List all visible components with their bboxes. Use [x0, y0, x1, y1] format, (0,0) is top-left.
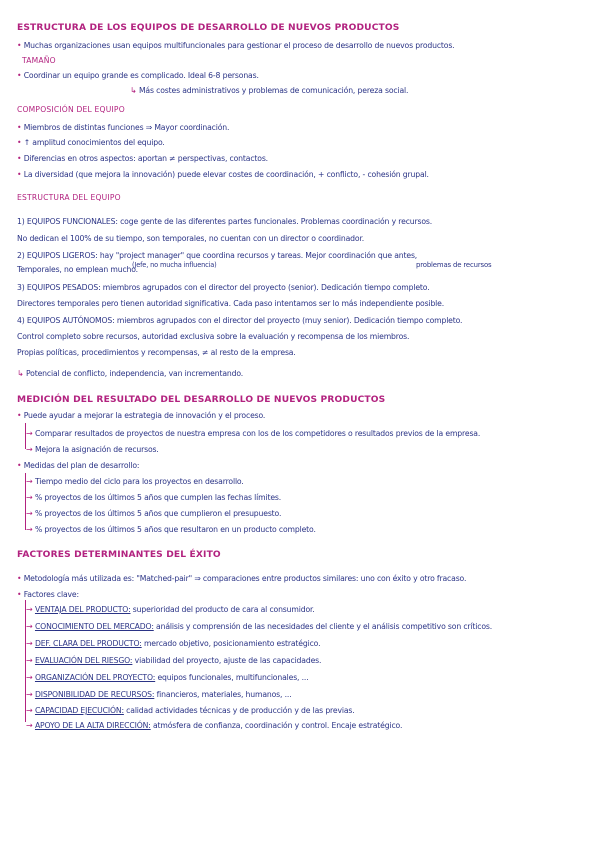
factor-row: → ORGANIZACIÓN DEL PROYECTO: equipos funcionales, multifuncionales, ... [26, 673, 309, 682]
ligeros-note: (Jefe, no mucha influencia) [132, 261, 217, 269]
factores-heading: FACTORES DETERMINANTES DEL ÉXITO [17, 550, 221, 560]
estructura-line: No dedican el 100% de su tiempo, son temporales, no cuentan con un director o coordinador. [17, 234, 365, 243]
medicion-subitem: → % proyectos de los últimos 5 años que resultaron en un producto completo. [26, 525, 316, 534]
factor-row: → EVALUACIÓN DEL RIESGO: viabilidad del proyecto, ajuste de las capacidades. [26, 656, 322, 665]
estructura-line: 4) EQUIPOS AUTÓNOMOS: miembros agrupados con el director del proyecto (muy senior). Dedicación tiempo completo. [17, 316, 463, 325]
medicion-subitem: → % proyectos de los últimos 5 años que cumplen las fechas límites. [26, 493, 282, 502]
factor-row: → CONOCIMIENTO DEL MERCADO: análisis y comprensión de las necesidades del cliente y el análisis competitivo son críticos. [26, 622, 493, 631]
estructura-line: 2) EQUIPOS LIGEROS: hay "project manager" que coordina recursos y tareas. Mejor coordinación que antes, [17, 251, 418, 260]
factor-row: → CAPACIDAD EJECUCIÓN: calidad actividades técnicas y de producción y de las previas. [26, 706, 355, 715]
composicion-item: • Diferencias en otros aspectos: aportan ≠ perspectivas, contactos. [17, 154, 268, 163]
medicion-subitem: → Comparar resultados de proyectos de nuestra empresa con los de los competidores o resultados previos de la empresa. [26, 429, 481, 438]
estructura-line: 1) EQUIPOS FUNCIONALES: coge gente de las diferentes partes funcionales. Problemas coordinación y recursos. [17, 217, 433, 226]
estructura-line: Directores temporales pero tienen autoridad significativa. Cada paso intentamos ser lo más independiente posible. [17, 299, 445, 308]
medicion-subitem: → Mejora la asignación de recursos. [26, 445, 159, 454]
factor-row: → DEF. CLARA DEL PRODUCTO: mercado objetivo, posicionamiento estratégico. [26, 639, 321, 648]
estructura-line: Propias políticas, procedimientos y recompensas, ≠ al resto de la empresa. [17, 348, 296, 357]
estructura-line: Control completo sobre recursos, autoridad exclusiva sobre la evaluación y recompensa de los miembros. [17, 332, 410, 341]
page-title: ESTRUCTURA DE LOS EQUIPOS DE DESARROLLO DE NUEVOS PRODUCTOS [17, 23, 400, 33]
estructura-line: Temporales, no emplean mucho. [17, 265, 138, 274]
estructura-line: 3) EQUIPOS PESADOS: miembros agrupados con el director del proyecto (senior). Dedicación tiempo completo. [17, 283, 430, 292]
tamano-item: • Coordinar un equipo grande es complicado. Ideal 6-8 personas. [17, 71, 259, 80]
tamano-heading: TAMAÑO [22, 56, 56, 65]
medicion-item: • Puede ayudar a mejorar la estrategia de innovación y el proceso. [17, 411, 266, 420]
composicion-item: • La diversidad (que mejora la innovación) puede elevar costes de coordinación, + conflicto, - cohesión grupal. [17, 170, 429, 179]
factores-item: • Factores clave: [17, 590, 79, 599]
composicion-item: • ↑ amplitud conocimientos del equipo. [17, 138, 165, 147]
estructura-heading: ESTRUCTURA DEL EQUIPO [17, 193, 121, 202]
medicion-subitem: → Tiempo medio del ciclo para los proyectos en desarrollo. [26, 477, 244, 486]
tamano-subpoint: ↳ Más costes administrativos y problemas de comunicación, pereza social. [130, 86, 409, 95]
medicion-heading: MEDICIÓN DEL RESULTADO DEL DESARROLLO DE NUEVOS PRODUCTOS [17, 395, 386, 405]
composicion-item: • Miembros de distintas funciones ⇒ Mayor coordinación. [17, 123, 230, 132]
composicion-heading: COMPOSICIÓN DEL EQUIPO [17, 105, 125, 114]
conflict-note: ↳ Potencial de conflicto, independencia, van incrementando. [17, 369, 244, 378]
factor-row: → APOYO DE LA ALTA DIRECCIÓN: atmósfera de confianza, coordinación y control. Encaje estratégico. [26, 721, 403, 730]
factores-item: • Metodología más utilizada es: "Matched-pair" ⇒ comparaciones entre productos similares: uno con éxito y otro fracaso. [17, 574, 467, 583]
factor-row: → VENTAJA DEL PRODUCTO: superioridad del producto de cara al consumidor. [26, 605, 315, 614]
factor-row: → DISPONIBILIDAD DE RECURSOS: financieros, materiales, humanos, ... [26, 690, 292, 699]
medicion-item: • Medidas del plan de desarrollo: [17, 461, 140, 470]
intro-line: • Muchas organizaciones usan equipos multifuncionales para gestionar el proceso de desarrollo de nuevos productos. [17, 41, 455, 50]
coordinacion-note: problemas de recursos [416, 261, 492, 269]
medicion-subitem: → % proyectos de los últimos 5 años que cumplieron el presupuesto. [26, 509, 282, 518]
